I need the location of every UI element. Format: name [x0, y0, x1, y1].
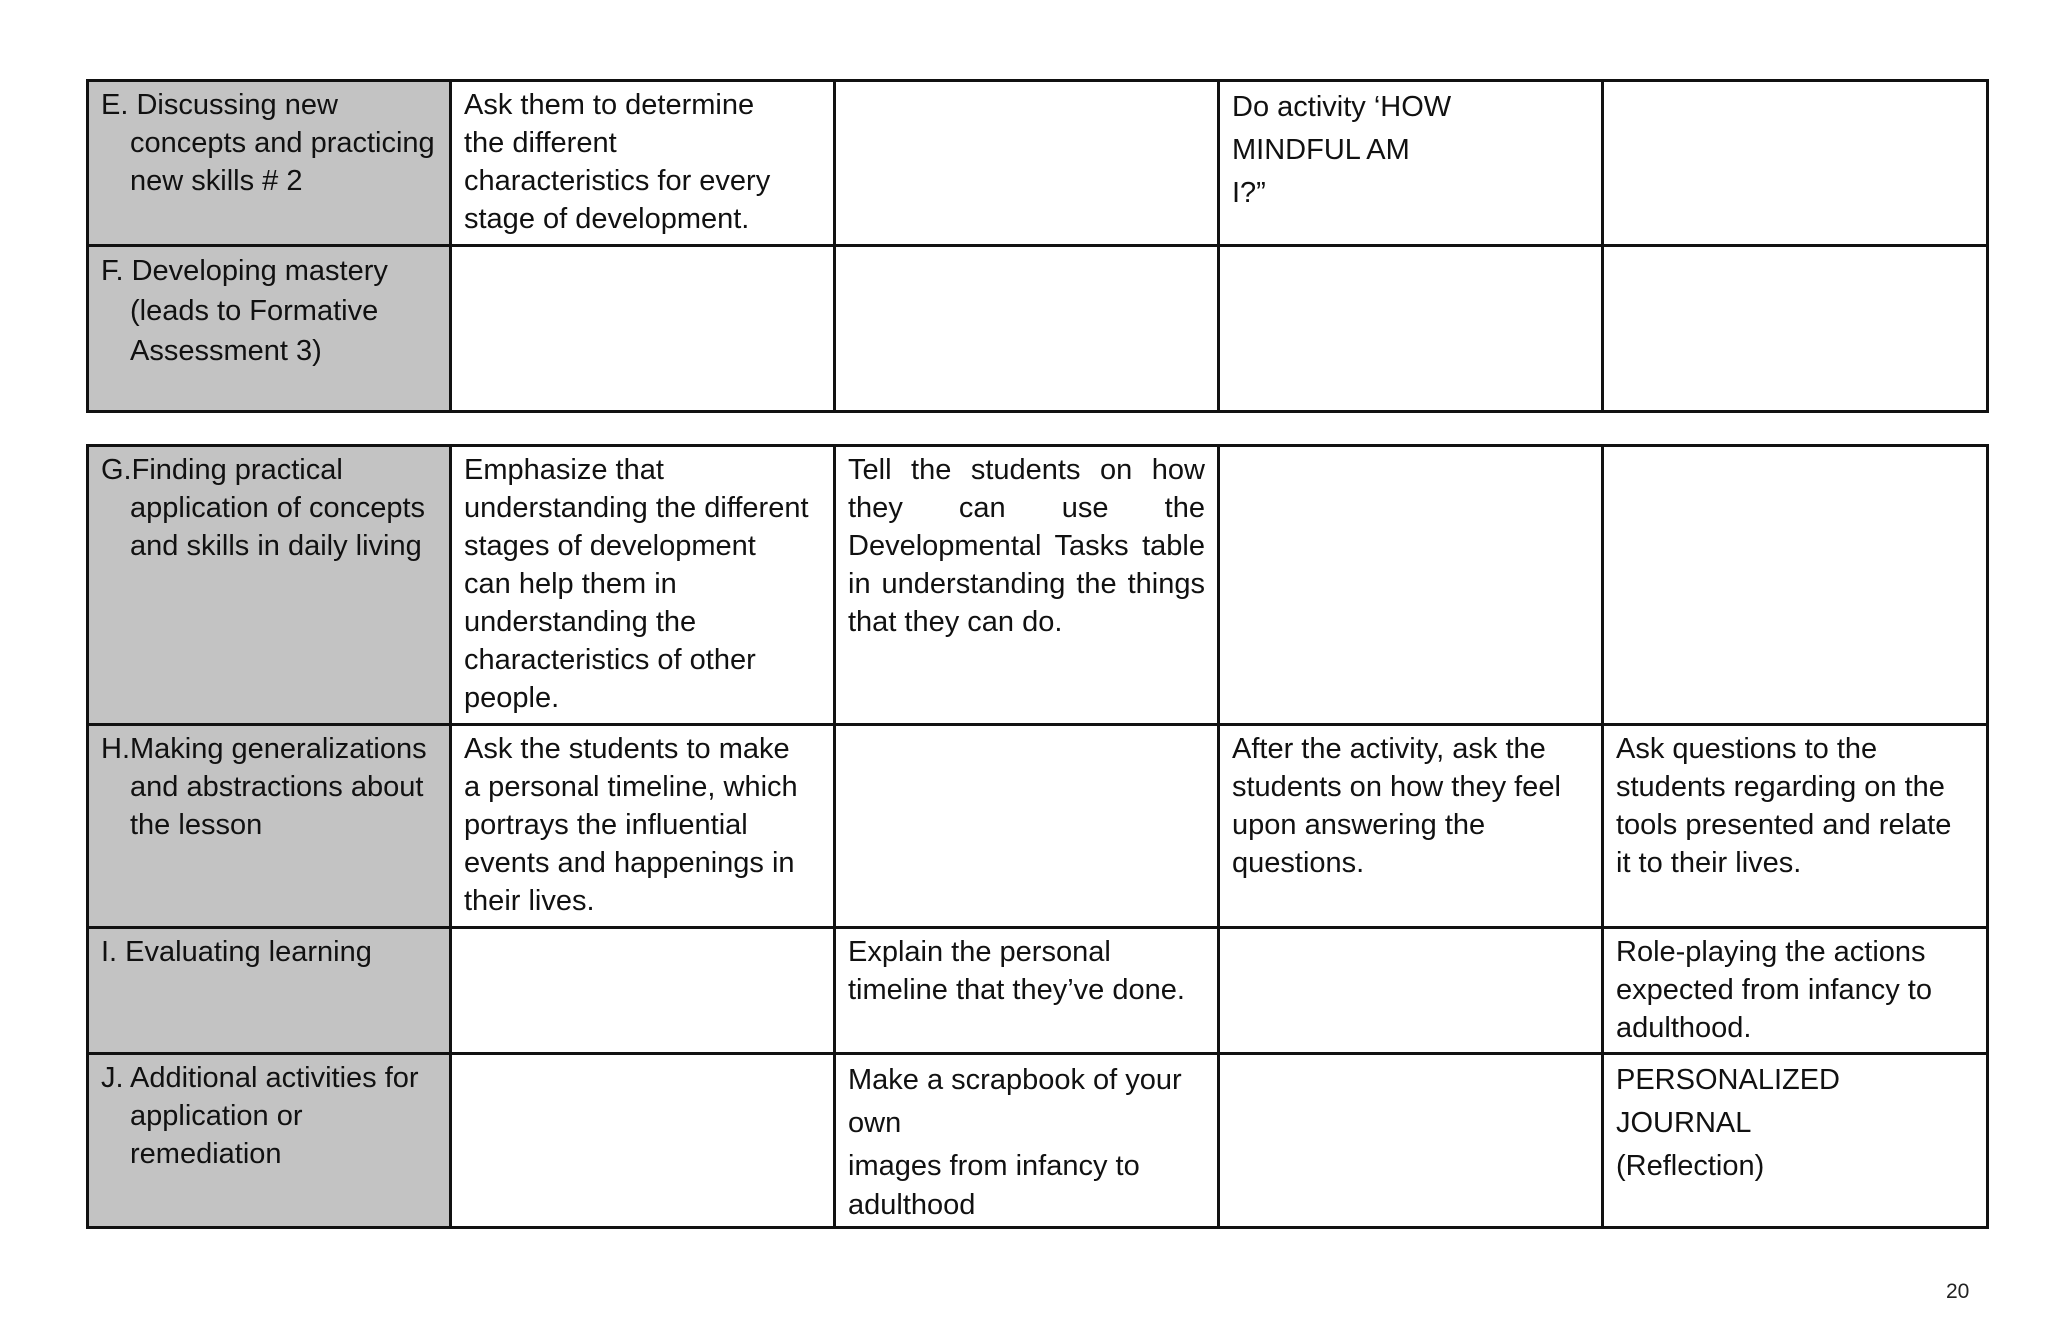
- cell-text: JOURNAL: [1616, 1107, 1752, 1139]
- cell-text: Explain the personal: [848, 936, 1111, 968]
- cell-text: understanding the: [464, 606, 697, 638]
- cell-text: the different: [464, 127, 617, 159]
- table-cell: [1219, 1054, 1603, 1228]
- table-cell: [1219, 725, 1603, 928]
- table-cell: [1219, 446, 1603, 725]
- row-header-label: I. Evaluating learning: [101, 936, 372, 968]
- cell-text: Ask questions to the: [1616, 733, 1878, 765]
- row-header-f: [88, 246, 451, 412]
- cell-text: characteristics of other: [464, 644, 756, 676]
- table-cell: [1219, 928, 1603, 1054]
- row-header-label: G.Finding practical application of concepts and skills in daily living: [101, 454, 426, 562]
- cell-text: Make a scrapbook of your: [848, 1064, 1182, 1096]
- table-cell: [451, 81, 835, 246]
- cell-text: understanding the different: [464, 492, 809, 524]
- table-cell: [835, 1054, 1219, 1228]
- cell-text: Ask the students to make: [464, 733, 790, 765]
- row-header-label: J. Additional activities for application or remediation: [101, 1062, 419, 1170]
- table-cell: [451, 1054, 835, 1228]
- cell-text: people.: [464, 682, 560, 714]
- row-header-label: E. Discussing new concepts and practicing new skills # 2: [101, 89, 435, 197]
- table-row: [88, 725, 1988, 928]
- cell-text: a personal timeline, which: [464, 771, 798, 803]
- cell-text: tools presented and relate: [1616, 809, 1952, 841]
- cell-text: can help them in: [464, 568, 677, 600]
- table-cell: [835, 446, 1219, 725]
- cell-text: their lives.: [464, 885, 595, 917]
- cell-text: After the activity, ask the: [1232, 733, 1546, 765]
- table-row: [88, 246, 1988, 412]
- lesson-table-part-2: [86, 444, 1989, 1229]
- cell-text: stages of development: [464, 530, 756, 562]
- table-cell: [1603, 446, 1988, 725]
- cell-text: students on how they feel: [1232, 771, 1561, 803]
- table-row: [88, 81, 1988, 246]
- row-header-e: [88, 81, 451, 246]
- cell-text: stage of development.: [464, 203, 750, 235]
- cell-text: own: [848, 1107, 902, 1139]
- table-cell: [835, 81, 1219, 246]
- row-header-j: [88, 1054, 451, 1228]
- cell-text: I?”: [1232, 177, 1266, 209]
- table-cell: [1219, 246, 1603, 412]
- table-cell: [835, 725, 1219, 928]
- table-cell: [1603, 81, 1988, 246]
- table-cell: [835, 928, 1219, 1054]
- lesson-table-part-1: [86, 79, 1989, 413]
- table-row: [88, 446, 1988, 725]
- cell-text: characteristics for every: [464, 165, 771, 197]
- table-cell: [835, 246, 1219, 412]
- row-header-h: [88, 725, 451, 928]
- cell-text: expected from infancy to: [1616, 974, 1932, 1006]
- cell-text: Ask them to determine: [464, 89, 755, 121]
- table-cell: [1603, 1054, 1988, 1228]
- table-cell: [451, 928, 835, 1054]
- table-row: [88, 1054, 1988, 1228]
- cell-text: timeline that they’ve done.: [848, 974, 1185, 1006]
- table-cell: [451, 246, 835, 412]
- cell-text: portrays the influential: [464, 809, 748, 841]
- cell-text: (Reflection): [1616, 1150, 1765, 1182]
- table-cell: [1603, 725, 1988, 928]
- page-number: 20: [1946, 1280, 1970, 1303]
- cell-text: events and happenings in: [464, 847, 795, 879]
- table-cell: [1603, 928, 1988, 1054]
- cell-text: MINDFUL AM: [1232, 134, 1410, 166]
- cell-text: Do activity ‘HOW: [1232, 91, 1452, 123]
- row-header-label: F. Developing mastery (leads to Formative Assessment 3): [101, 255, 388, 367]
- cell-text: questions.: [1232, 847, 1365, 879]
- cell-text: Role-playing the actions: [1616, 936, 1926, 968]
- cell-text: adulthood.: [1616, 1012, 1752, 1044]
- cell-text: Tell the students on how they can use the Developmental Tasks table in understanding the things that they can do.: [848, 454, 1205, 638]
- table-cell: [1603, 246, 1988, 412]
- row-header-i: [88, 928, 451, 1054]
- cell-text: Emphasize that: [464, 454, 664, 486]
- table-cell: [451, 446, 835, 725]
- cell-text: it to their lives.: [1616, 847, 1802, 879]
- table-row: [88, 928, 1988, 1054]
- table-cell: [451, 725, 835, 928]
- table-cell: [1219, 81, 1603, 246]
- cell-text: adulthood: [848, 1189, 976, 1221]
- row-header-g: [88, 446, 451, 725]
- row-header-label: H.Making generalizations and abstractions about the lesson: [101, 733, 427, 841]
- cell-text: PERSONALIZED: [1616, 1064, 1840, 1096]
- cell-text: upon answering the: [1232, 809, 1486, 841]
- cell-text: images from infancy to: [848, 1150, 1140, 1182]
- cell-text: students regarding on the: [1616, 771, 1945, 803]
